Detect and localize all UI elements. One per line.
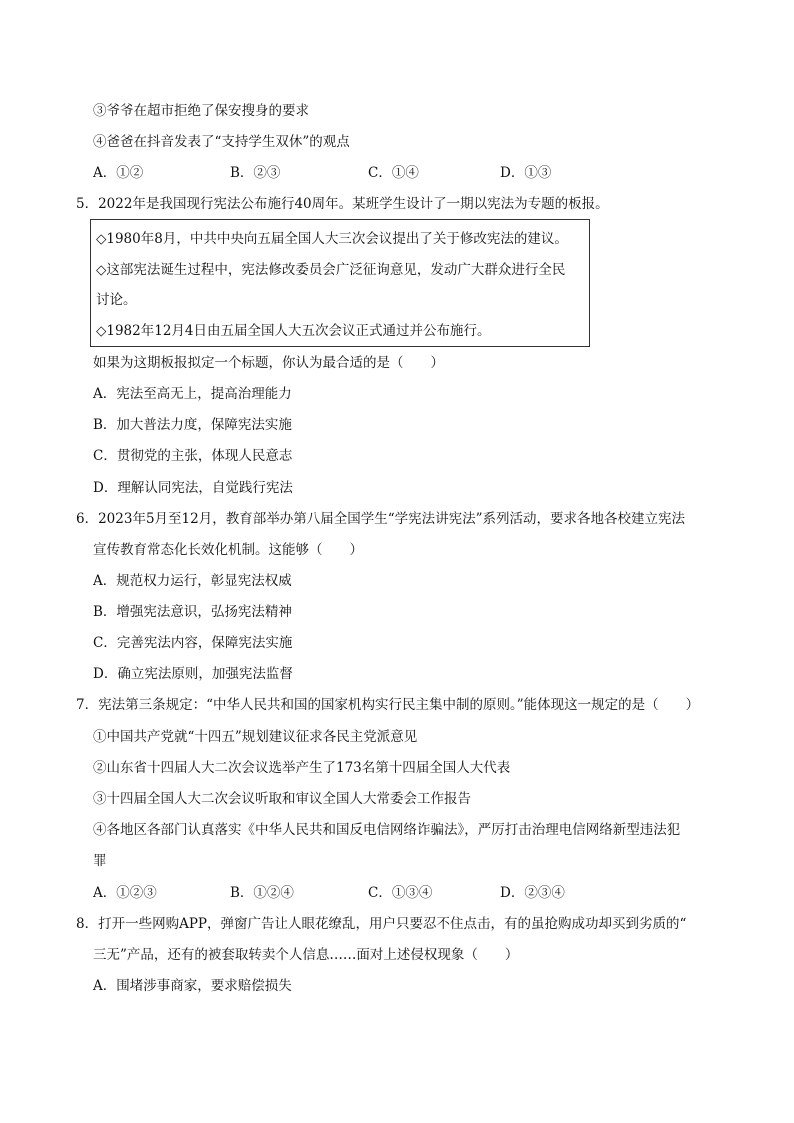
option-b: B．②③ xyxy=(230,165,281,181)
q7-stem: 7．宪法第三条规定：“中华人民共和国的国家机构实行民主集中制的原则。”能体现这一规定的是（ ） xyxy=(76,697,700,713)
q6-option-c: C．完善宪法内容，保障宪法实施 xyxy=(93,635,293,651)
option-c: C．①④ xyxy=(368,165,419,181)
q7-statement-1: ①中国共产党就“十四五”规划建议征求各民主党派意见 xyxy=(93,729,418,745)
option-b: B．①②④ xyxy=(230,885,294,901)
q5-box-line-1: ◇1980年8月，中共中央向五届全国人大三次会议提出了关于修改宪法的建议。 xyxy=(96,231,568,247)
option-a: A．①② xyxy=(93,165,144,181)
option-a: A．①②③ xyxy=(93,885,157,901)
q6-option-a: A．规范权力运行，彰显宪法权威 xyxy=(93,573,292,589)
q8-stem-line-2: 三无”产品，还有的被套取转卖个人信息……面对上述侵权现象（ ） xyxy=(93,947,519,963)
q5-board-box xyxy=(90,219,590,347)
q5-option-c: C．贯彻党的主张，体现人民意志 xyxy=(93,448,293,464)
q5-box-line-4: ◇1982年12月4日由五届全国人大五次会议正式通过并公布施行。 xyxy=(96,323,491,339)
q7-statement-2: ②山东省十四届人大二次会议选举产生了173名第十四届全国人大代表 xyxy=(93,760,511,776)
q7-statement-4: ④各地区各部门认真落实《中华人民共和国反电信网络诈骗法》，严厉打击治理电信网络新型违法犯 xyxy=(93,822,681,838)
q6-stem-line-2: 宣传教育常态化长效化机制。这能够（ ） xyxy=(93,542,363,558)
q5-prompt: 如果为这期板报拟定一个标题，你认为最合适的是（ ） xyxy=(93,355,444,371)
q7-statement-4-cont: 罪 xyxy=(93,853,107,869)
q6-stem-line-1: 6．2023年5月至12月，教育部举办第八届全国学生“学宪法讲宪法”系列活动，要求各地各校建立宪法 xyxy=(76,511,686,527)
q5-option-d: D．理解认同宪法，自觉践行宪法 xyxy=(93,480,293,496)
q5-box-line-2: ◇这部宪法诞生过程中，宪法修改委员会广泛征询意见，发动广大群众进行全民 xyxy=(96,262,566,278)
statement-3: ③爷爷在超市拒绝了保安搜身的要求 xyxy=(93,103,309,119)
q7-statement-3: ③十四届全国人大二次会议听取和审议全国人大常委会工作报告 xyxy=(93,791,471,807)
q5-box-line-3: 讨论。 xyxy=(96,292,137,308)
q8-stem-line-1: 8．打开一些网购APP，弹窗广告让人眼花缭乱，用户只要忍不住点击，有的虽抢购成功却买到劣质的“ xyxy=(76,916,687,932)
q6-option-b: B．增强宪法意识，弘扬宪法精神 xyxy=(93,604,292,620)
q5-stem: 5．2022年是我国现行宪法公布施行40周年。某班学生设计了一期以宪法为专题的板报。 xyxy=(76,196,609,212)
option-c: C．①③④ xyxy=(368,885,433,901)
option-d: D．②③④ xyxy=(500,885,565,901)
q6-option-d: D．确立宪法原则，加强宪法监督 xyxy=(93,666,293,682)
statement-4: ④爸爸在抖音发表了“支持学生双休”的观点 xyxy=(93,134,350,150)
option-d: D．①③ xyxy=(500,165,552,181)
q8-option-a: A．围堵涉事商家，要求赔偿损失 xyxy=(93,978,292,994)
q5-option-a: A．宪法至高无上，提高治理能力 xyxy=(93,386,292,402)
q5-option-b: B．加大普法力度，保障宪法实施 xyxy=(93,417,292,433)
